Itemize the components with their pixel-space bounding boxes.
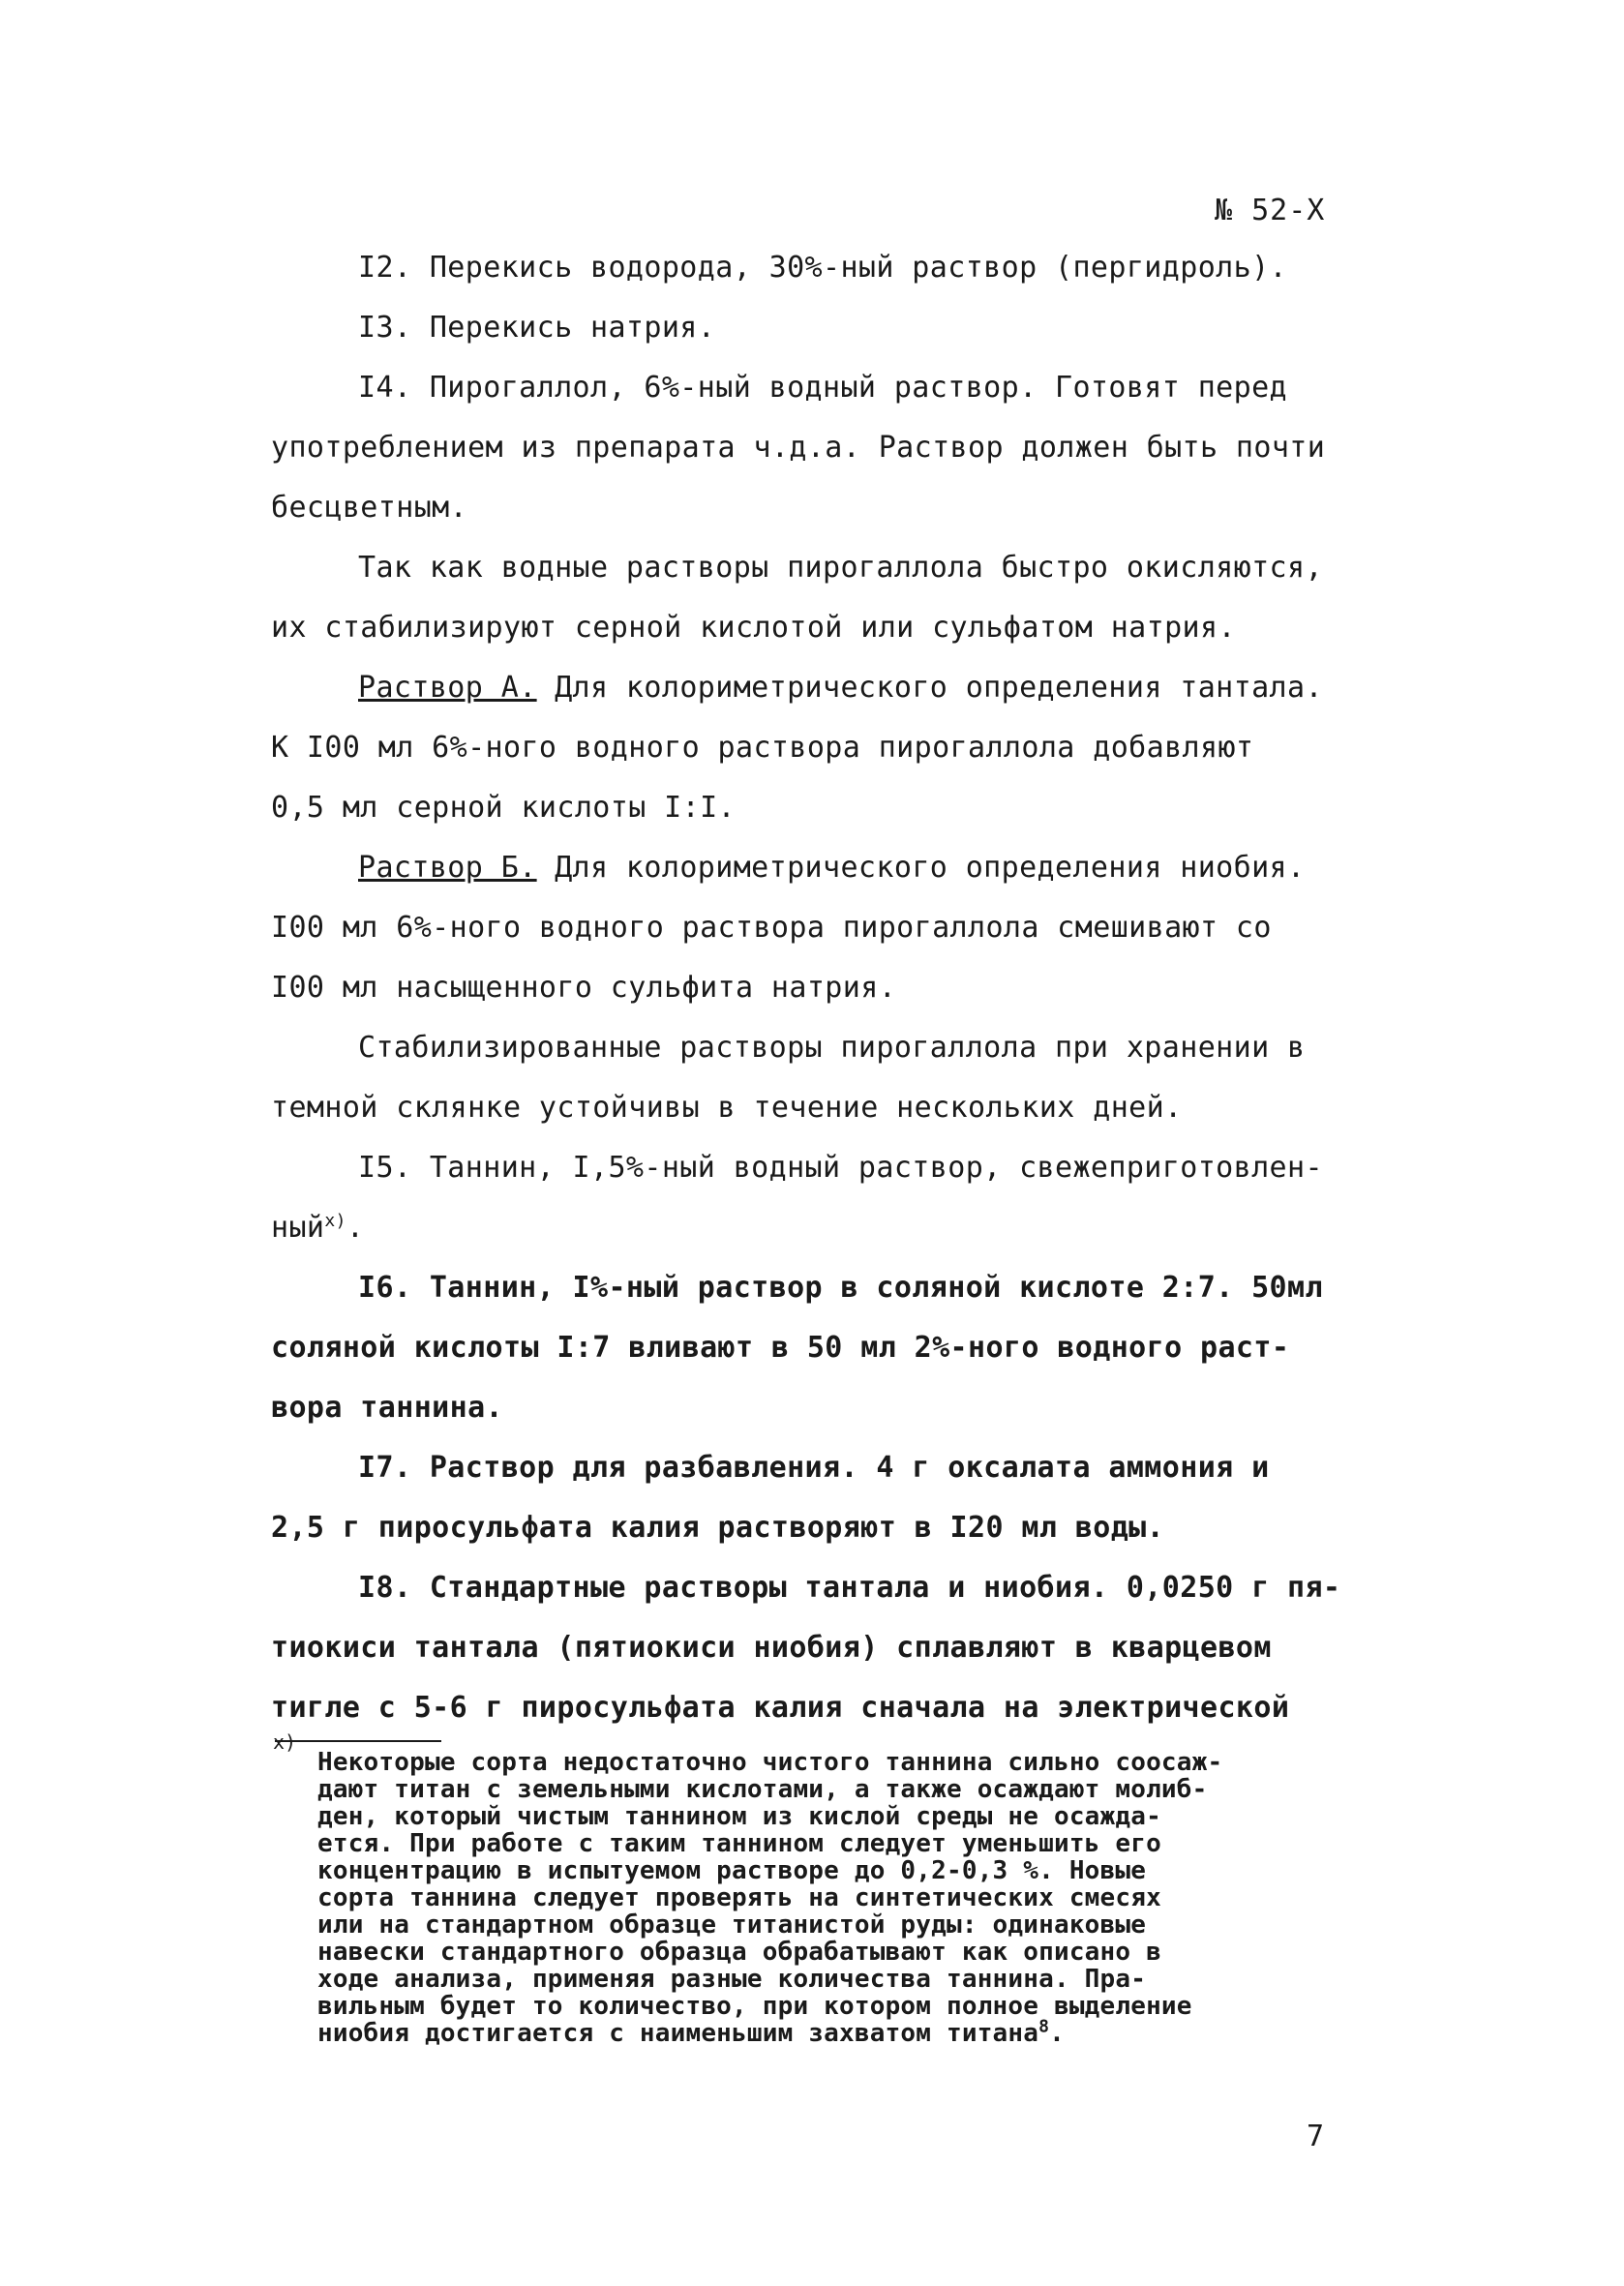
footnote-line: или на стандартном образце титанистой руды: одинаковые	[317, 1910, 1147, 1940]
solution-b-line: I00 мл 6%-ного водного раствора пирогаллола смешивают со	[271, 911, 1272, 945]
solution-a-text: Для колориметрического определения тантала.	[536, 671, 1323, 705]
footnote-line: концентрацию в испытуемом растворе до 0,2-0,3 %. Новые	[317, 1856, 1147, 1885]
paragraph-line: их стабилизируют серной кислотой или сульфатом натрия.	[271, 611, 1236, 645]
solution-a-line: 0,5 мл серной кислоты I:I.	[271, 791, 736, 825]
paragraph-line: Стабилизированные растворы пирогаллола при хранении в	[358, 1031, 1306, 1065]
footnote-marker-ref: х)	[324, 1211, 346, 1231]
footnote-line: сорта таннина следует проверять на синтетических смесях	[317, 1883, 1161, 1912]
footnote-line: Некоторые сорта недостаточно чистого таннина сильно соосаж-	[317, 1748, 1223, 1777]
footnote-line: дают титан с земельными кислотами, а также осаждают молиб-	[317, 1775, 1208, 1804]
solution-b-line: I00 мл насыщенного сульфита натрия.	[271, 971, 897, 1005]
reference-number: 8	[1038, 2016, 1050, 2037]
footnote-marker: х)	[273, 1730, 297, 1754]
item-18-line: I8. Стандартные растворы тантала и ниобия. 0,0250 г пя-	[358, 1571, 1341, 1605]
solution-a-label: Раствор А.	[358, 671, 537, 705]
paragraph-line: Так как водные растворы пирогаллола быстро окисляются,	[358, 551, 1323, 585]
item-13-line: I3. Перекись натрия.	[358, 311, 716, 345]
item-15-line: I5. Таннин, I,5%-ный водный раствор, свежеприготовлен-	[358, 1151, 1323, 1185]
item-14-line: I4. Пирогаллол, 6%-ный водный раствор. Готовят перед	[358, 371, 1287, 405]
footnote-line: навески стандартного образца обрабатывают как описано в	[317, 1938, 1161, 1967]
item-12-line: I2. Перекись водорода, 30%-ный раствор (пергидроль).	[358, 251, 1287, 285]
item-18-line: тигле с 5-6 г пиросульфата калия сначала на электрической	[271, 1691, 1290, 1725]
document-number: № 52-Х	[1215, 194, 1326, 227]
item-17-line: I7. Раствор для разбавления. 4 г оксалата аммония и	[358, 1451, 1270, 1485]
footnote-last-text: ниобия достигается с наименьшим захватом титана	[317, 2019, 1039, 2048]
item-15-text: ный	[271, 1211, 325, 1245]
item-16-line: вора таннина.	[271, 1391, 503, 1425]
page-number: 7	[1307, 2120, 1325, 2153]
item-14-line: употреблением из препарата ч.д.а. Раствор должен быть почти	[271, 431, 1326, 465]
solution-b-line	[358, 851, 1306, 885]
item-15-dot: .	[346, 1211, 365, 1245]
solution-b-label: Раствор Б.	[358, 851, 537, 885]
footnote-line: ходе анализа, применяя разные количества таннина. Пра-	[317, 1965, 1147, 1994]
item-16-line: соляной кислоты I:7 вливают в 50 мл 2%-ного водного раст-	[271, 1331, 1290, 1365]
item-17-line: 2,5 г пиросульфата калия растворяют в I20 мл воды.	[271, 1511, 1165, 1545]
item-14-line: бесцветным.	[271, 491, 468, 525]
item-18-line: тиокиси тантала (пятиокиси ниобия) сплавляют в кварцевом	[271, 1631, 1272, 1665]
footnote-dot: .	[1049, 2019, 1066, 2048]
item-15-line	[271, 1211, 365, 1245]
solution-a-line	[358, 671, 1323, 705]
footnote-line: ден, который чистым таннином из кислой среды не осажда-	[317, 1802, 1161, 1831]
footnote-divider	[275, 1740, 441, 1742]
footnote-line: вильным будет то количество, при котором полное выделение	[317, 1992, 1192, 2021]
footnote-line	[317, 2016, 1066, 2048]
item-16-line: I6. Таннин, I%-ный раствор в соляной кислоте 2:7. 50мл	[358, 1271, 1323, 1305]
footnote-line: ется. При работе с таким таннином следует уменьшить его	[317, 1829, 1161, 1858]
paragraph-line: темной склянке устойчивы в течение нескольких дней.	[271, 1091, 1183, 1125]
solution-a-line: К I00 мл 6%-ного водного раствора пирогаллола добавляют	[271, 731, 1254, 765]
solution-b-text: Для колориметрического определения ниобия.	[536, 851, 1306, 885]
